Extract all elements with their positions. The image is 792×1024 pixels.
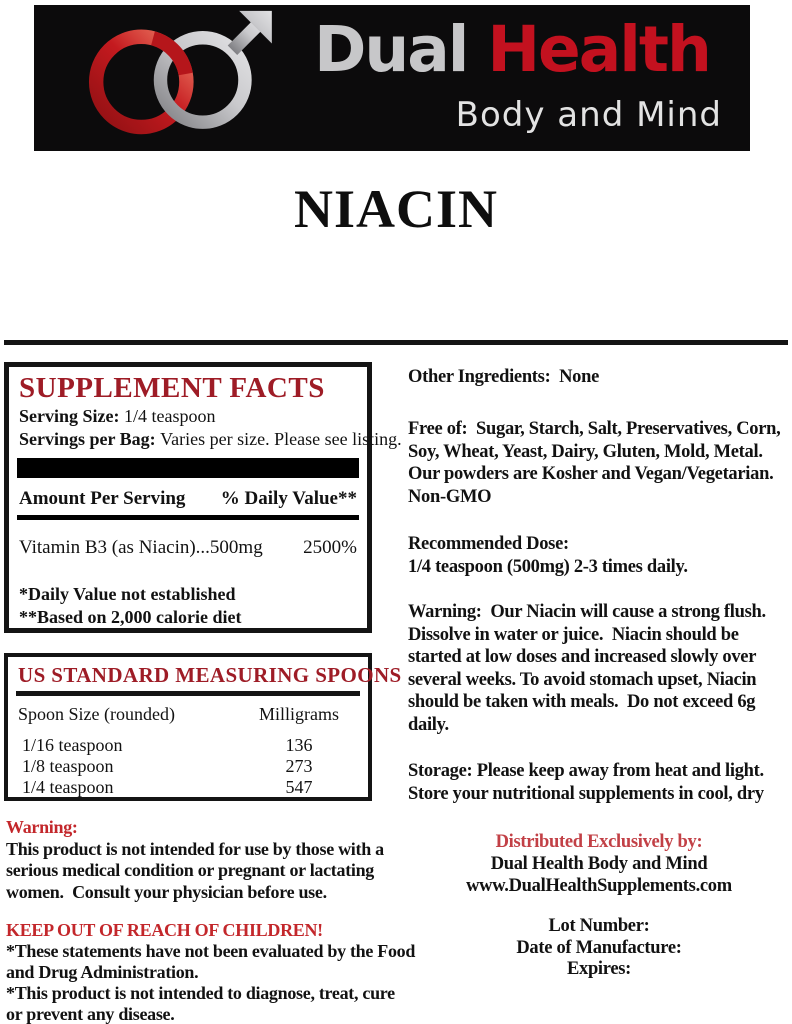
serving-size-value: 1/4 teaspoon [124, 406, 216, 426]
milligrams-cell: 547 [285, 777, 313, 797]
spoon-row [18, 735, 358, 756]
milligrams-cell: 273 [285, 756, 313, 776]
product-warning-text: Warning: Our Niacin will cause a strong flush. Dissolve in water or juice. Niacin should be started at low doses and increased slowly over several weeks. To avoid stomach upset, Niacin should be taken with meals. Do not exceed 6g daily. [408, 602, 766, 735]
brand-banner [34, 5, 750, 151]
servings-per-bag-value: Varies per size. Please see listing. [160, 429, 402, 449]
milligrams-header: Milligrams [259, 704, 339, 724]
lot-number-label: Lot Number: [548, 916, 650, 936]
distributor-name: Dual Health Body and Mind [490, 854, 708, 874]
recommended-dose-section [408, 533, 790, 578]
spoon-row [18, 777, 358, 798]
manufacture-date-label: Date of Manufacture: [516, 937, 682, 958]
measuring-spoons-panel [4, 653, 402, 801]
nutrient-daily-value: 2500% [303, 537, 357, 558]
brand-name-health: Health [487, 13, 710, 86]
supplement-facts-title: SUPPLEMENT FACTS [19, 372, 325, 404]
spoon-size-header: Spoon Size (rounded) [18, 704, 175, 724]
recommended-dose-value: 1/4 teaspoon (500mg) 2-3 times daily. [408, 556, 688, 577]
lot-section [408, 916, 790, 981]
measuring-spoons-title-rule [16, 691, 360, 696]
nutrient-name: Vitamin B3 (as Niacin)...500mg [19, 537, 263, 558]
measuring-spoons-title: US STANDARD MEASURING SPOONS [18, 663, 402, 687]
brand-tagline: Body and Mind [455, 95, 722, 135]
serving-size-label: Serving Size: [19, 406, 124, 426]
keep-out-section [6, 920, 416, 1024]
warning-text: This product is not intended for use by those with a serious medical condition or pregnant or lactating women. Consult your physician before use. [6, 838, 384, 902]
expires-label: Expires: [566, 959, 632, 979]
spoon-size-cell: 1/16 teaspoon [22, 735, 123, 755]
section-divider [4, 340, 788, 345]
spoon-size-cell: 1/4 teaspoon [22, 777, 114, 797]
facts-header-rule [17, 515, 359, 520]
keep-out-label: KEEP OUT OF REACH OF CHILDREN! [6, 920, 323, 940]
brand-name-dual: Dual [314, 13, 488, 86]
fda-disclaimer-text: *These statements have not been evaluated by the Food and Drug Administration. *This product is not intended to diagnose, treat, cure or prevent any disease. [6, 941, 416, 1024]
other-ingredients-line: Other Ingredients: None [408, 367, 599, 387]
spoons-header-row [18, 704, 358, 725]
facts-header-row [19, 488, 357, 510]
daily-value-header: % Daily Value** [220, 488, 357, 509]
distributor-label: Distributed Exclusively by: [495, 832, 703, 852]
facts-separator-bar [17, 458, 359, 478]
free-of-text: Free of: Sugar, Starch, Salt, Preservatives, Corn, Soy, Wheat, Yeast, Dairy, Gluten, Mold, Metal. Our powders are Kosher and Vegan/Vegetarian. Non-GMO [408, 419, 781, 507]
amount-per-serving-header: Amount Per Serving [19, 488, 186, 509]
storage-text: Storage: Please keep away from heat and light. Store your nutritional supplements in cool, dry [408, 761, 764, 804]
servings-per-bag-label: Servings per Bag: [19, 429, 161, 449]
facts-footnotes: *Daily Value not established **Based on 2,000 calorie diet [19, 584, 242, 627]
spoon-size-cell: 1/8 teaspoon [22, 756, 114, 776]
male-female-symbols-icon [52, 7, 292, 151]
spoon-row [18, 756, 358, 777]
supplement-facts-panel [4, 362, 402, 633]
brand-name [282, 13, 742, 86]
servings-per-bag-row [19, 428, 402, 451]
serving-size-row [19, 405, 357, 428]
nutrient-row [19, 537, 357, 559]
recommended-dose-label: Recommended Dose: [408, 534, 569, 554]
product-title: NIACIN [293, 179, 499, 239]
distributor-section [408, 831, 790, 897]
warning-section [6, 817, 406, 903]
milligrams-cell: 136 [285, 735, 313, 755]
warning-label: Warning: [6, 817, 78, 837]
distributor-website: www.DualHealthSupplements.com [466, 876, 732, 896]
